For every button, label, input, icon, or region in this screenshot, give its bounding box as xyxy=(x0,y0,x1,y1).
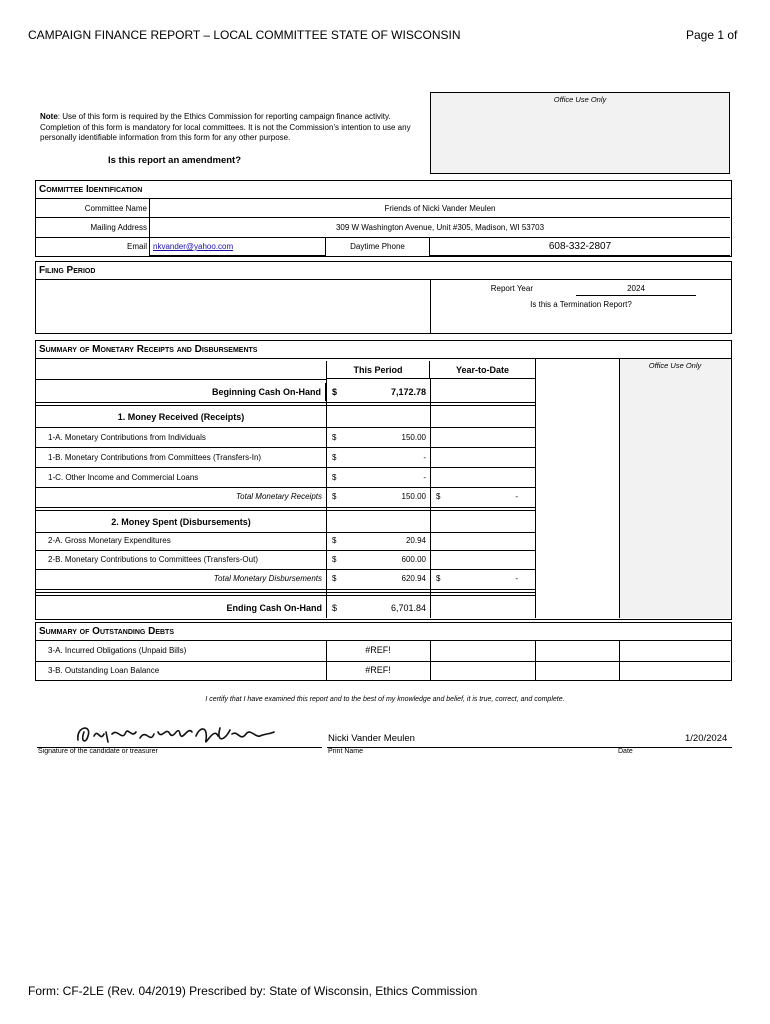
disbursement-row-currency: $ xyxy=(332,536,337,545)
total-disbursements-label: Total Monetary Disbursements xyxy=(213,574,322,583)
filing-heading: Filing Period xyxy=(36,262,731,280)
disbursement-row-value[interactable]: 600.00 xyxy=(401,555,426,564)
total-disb-ytd-currency: $ xyxy=(436,574,441,583)
office-use-box-top xyxy=(430,92,730,174)
amendment-question: Is this report an amendment? xyxy=(108,155,242,166)
committee-heading: Committee Identification xyxy=(36,181,731,199)
disbursements-heading: 2. Money Spent (Disbursements) xyxy=(111,517,251,527)
summary-heading: Summary of Monetary Receipts and Disbursements xyxy=(36,341,731,359)
receipt-row-currency: $ xyxy=(332,473,337,482)
total-receipts-currency: $ xyxy=(332,492,337,501)
form-title: CAMPAIGN FINANCE REPORT – LOCAL COMMITTEE STATE OF WISCONSIN xyxy=(28,28,461,42)
ending-cash-currency: $ xyxy=(332,603,338,613)
certify-text: I certify that I have examined this report and to the best of my knowledge and belief, it is true, correct, and complete. xyxy=(205,696,565,703)
office-use-label: Office Use Only xyxy=(553,95,607,104)
total-disb-currency: $ xyxy=(332,574,337,583)
receipt-row-label: 1-C. Other Income and Commercial Loans xyxy=(48,473,199,482)
disbursement-row-currency: $ xyxy=(332,555,337,564)
note-body: : Use of this form is required by the Ethics Commission for reporting campaign finance activity. Completion of this form is mandatory for local committees. It is not the Commission's intention to use any personally identifiable information from this form for any other purpose. xyxy=(40,112,411,142)
office-use-box-summary xyxy=(619,359,730,618)
beginning-cash-currency: $ xyxy=(332,387,338,397)
receipt-row-value[interactable]: 150.00 xyxy=(401,433,426,442)
report-year-label: Report Year xyxy=(490,284,533,293)
receipt-row-value[interactable]: - xyxy=(423,473,426,482)
receipt-row-currency: $ xyxy=(332,453,337,462)
total-disb-ytd-value[interactable]: - xyxy=(515,574,518,583)
date-value[interactable]: 1/20/2024 xyxy=(685,733,728,744)
beginning-cash-label: Beginning Cash On-Hand xyxy=(36,383,326,401)
receipt-row-value[interactable]: - xyxy=(423,453,426,462)
print-name-label: Print Name xyxy=(328,748,364,755)
date-label: Date xyxy=(618,748,633,755)
receipts-heading: 1. Money Received (Receipts) xyxy=(117,412,245,422)
mailing-address-value[interactable]: 309 W Washington Avenue, Unit #305, Madison, WI 53703 xyxy=(150,218,730,238)
debts-section xyxy=(35,622,732,681)
daytime-phone-value[interactable]: 608-332-2807 xyxy=(430,238,730,256)
debt-row-label: 3-B. Outstanding Loan Balance xyxy=(48,666,160,675)
beginning-cash-value[interactable]: 7,172.78 xyxy=(390,387,426,397)
total-receipts-ytd-currency: $ xyxy=(436,492,441,501)
page-number: Page 1 of xyxy=(686,28,738,42)
termination-question: Is this a Termination Report? xyxy=(530,300,632,309)
receipt-row-label: 1-B. Monetary Contributions from Committees (Transfers-In) xyxy=(48,453,262,462)
debt-row-value[interactable]: #REF! xyxy=(365,645,391,655)
disbursement-row-value[interactable]: 20.94 xyxy=(405,536,426,545)
col-year-to-date: Year-to-Date xyxy=(430,361,535,379)
report-year-value[interactable]: 2024 xyxy=(576,282,696,296)
disbursement-row-label: 2-A. Gross Monetary Expenditures xyxy=(48,536,171,545)
total-receipts-ytd-value[interactable]: - xyxy=(515,492,518,501)
debt-row-value[interactable]: #REF! xyxy=(365,665,391,675)
total-receipts-value[interactable]: 150.00 xyxy=(401,492,426,501)
col-this-period: This Period xyxy=(326,361,430,379)
committee-name-label: Committee Name xyxy=(36,199,150,218)
total-disb-value[interactable]: 620.94 xyxy=(401,574,426,583)
total-receipts-label: Total Monetary Receipts xyxy=(236,492,322,501)
office-use-label-summary: Office Use Only xyxy=(648,361,702,370)
email-field[interactable] xyxy=(150,238,326,256)
note-label: Note xyxy=(40,112,58,121)
receipt-row-currency: $ xyxy=(332,433,337,442)
committee-name-value[interactable]: Friends of Nicki Vander Meulen xyxy=(150,199,730,218)
signature-image xyxy=(70,718,290,750)
committee-identification-section xyxy=(35,180,732,257)
print-name-value[interactable]: Nicki Vander Meulen xyxy=(328,733,415,744)
summary-section xyxy=(35,340,732,620)
daytime-phone-label: Daytime Phone xyxy=(326,238,430,256)
debts-heading: Summary of Outstanding Debts xyxy=(36,623,731,641)
receipt-row-label: 1-A. Monetary Contributions from Individuals xyxy=(48,433,206,442)
form-footer: Form: CF-2LE (Rev. 04/2019) Prescribed by: State of Wisconsin, Ethics Commission xyxy=(28,984,478,998)
filing-period-section xyxy=(35,261,732,334)
email-link[interactable]: nkvander@yahoo.com xyxy=(153,242,234,251)
email-label: Email xyxy=(36,238,150,256)
debt-row-label: 3-A. Incurred Obligations (Unpaid Bills) xyxy=(48,646,187,655)
ending-cash-value[interactable]: 6,701.84 xyxy=(390,603,426,613)
ending-cash-label: Ending Cash On-Hand xyxy=(226,603,322,613)
disbursement-row-label: 2-B. Monetary Contributions to Committees (Transfers-Out) xyxy=(48,555,258,564)
note-text xyxy=(40,112,420,144)
summary-col-divider xyxy=(535,359,536,618)
signature-label: Signature of the candidate or treasurer xyxy=(38,748,158,755)
mailing-address-label: Mailing Address xyxy=(36,218,150,238)
